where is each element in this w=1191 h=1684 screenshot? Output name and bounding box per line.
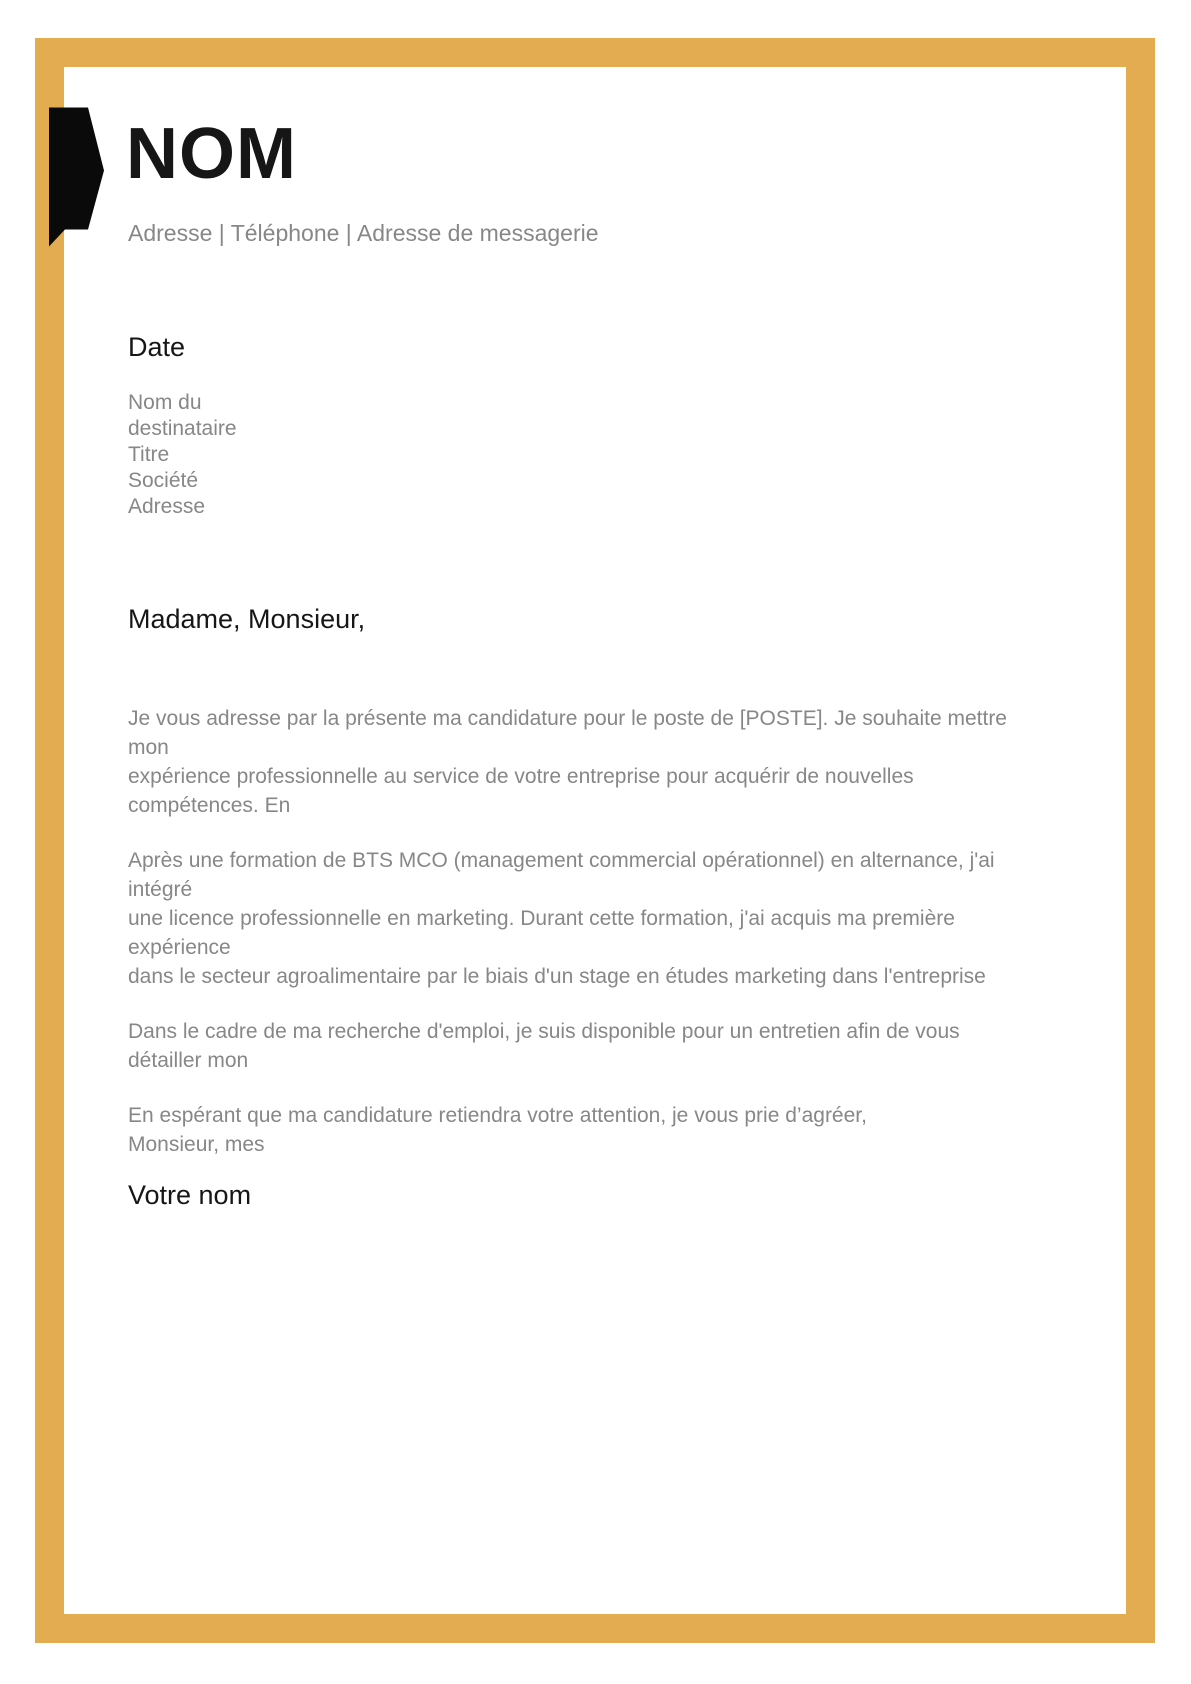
paragraph-line: Dans le cadre de ma recherche d'emploi, je suis disponible pour un entretien afin de vous xyxy=(128,1020,960,1043)
paragraph-line: Monsieur, mes xyxy=(128,1133,265,1156)
paragraph-line: mon xyxy=(128,736,169,759)
ribbon-shape xyxy=(49,108,104,247)
body-paragraph-2 xyxy=(128,846,1048,991)
signature-name: Votre nom xyxy=(128,1180,252,1210)
recipient-line-name-2: destinataire xyxy=(128,417,237,440)
paragraph-line: détailler mon xyxy=(128,1049,249,1072)
paragraph-line: intégré xyxy=(128,878,193,901)
paragraph-line: Après une formation de BTS MCO (management commercial opérationnel) en alternance, j'ai xyxy=(128,849,995,872)
header-name: NOM xyxy=(126,114,297,194)
body-paragraph-3 xyxy=(128,1017,1048,1075)
paragraph-line: une licence professionnelle en marketing. Durant cette formation, j'ai acquis ma première xyxy=(128,907,955,930)
header-contact-line: Adresse | Téléphone | Adresse de messagerie xyxy=(128,220,599,246)
paragraph-line: expérience xyxy=(128,936,231,959)
recipient-line-company: Société xyxy=(128,469,199,492)
recipient-block xyxy=(128,390,237,520)
paragraph-line: compétences. En xyxy=(128,794,291,817)
recipient-line-title: Titre xyxy=(128,443,170,466)
paragraph-line: Je vous adresse par la présente ma candidature pour le poste de [POSTE]. Je souhaite mettre xyxy=(128,707,1007,730)
paragraph-line: dans le secteur agroalimentaire par le biais d'un stage en études marketing dans l'entreprise xyxy=(128,965,986,988)
paragraph-line: expérience professionnelle au service de votre entreprise pour acquérir de nouvelles xyxy=(128,765,914,788)
date-label: Date xyxy=(128,332,186,362)
recipient-line-address: Adresse xyxy=(128,495,206,518)
recipient-line-name: Nom du xyxy=(128,391,202,414)
salutation: Madame, Monsieur, xyxy=(128,604,366,634)
letter-body xyxy=(128,704,1048,1185)
ribbon-icon xyxy=(49,107,104,247)
body-paragraph-4 xyxy=(128,1101,1048,1159)
body-paragraph-1 xyxy=(128,704,1048,820)
paragraph-line: En espérant que ma candidature retiendra votre attention, je vous prie d’agréer, xyxy=(128,1104,867,1127)
